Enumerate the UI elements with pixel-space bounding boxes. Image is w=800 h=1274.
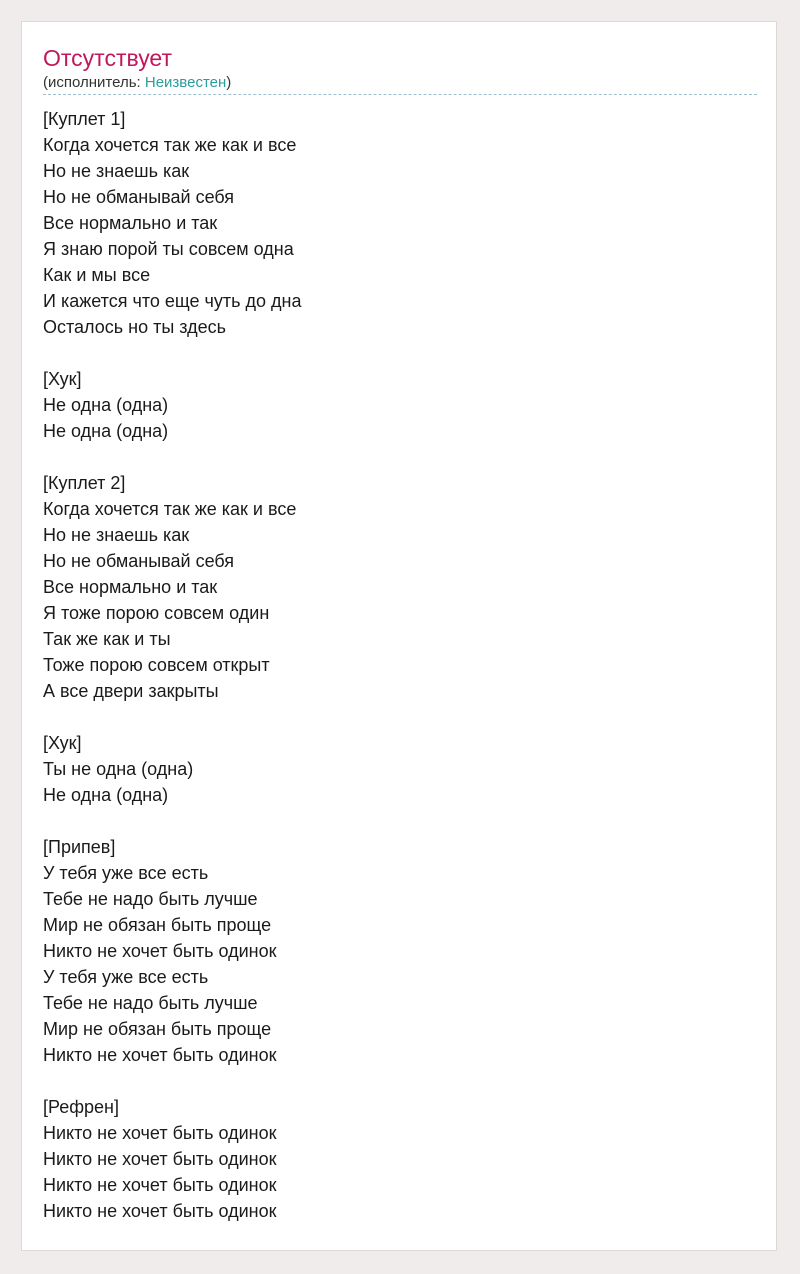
lyrics-blank-line	[43, 340, 757, 366]
lyrics-line: Тебе не надо быть лучше	[43, 993, 258, 1013]
lyrics-line: [Куплет 2]	[43, 473, 126, 493]
lyrics-line: Никто не хочет быть одинок	[43, 1175, 277, 1195]
lyrics-line: Все нормально и так	[43, 213, 218, 233]
lyrics-blank-line	[43, 444, 757, 470]
lyrics-line: Не одна (одна)	[43, 421, 169, 441]
song-title: Отсутствует	[43, 45, 172, 71]
artist-prefix: (исполнитель:	[43, 74, 145, 91]
lyrics-blank-line	[43, 808, 757, 834]
lyrics-line: Никто не хочет быть одинок	[43, 1045, 277, 1065]
lyrics-line: Никто не хочет быть одинок	[43, 1149, 277, 1169]
lyrics-line: [Хук]	[43, 369, 82, 389]
lyrics-line: Когда хочется так же как и все	[43, 135, 297, 155]
artist-link[interactable]: Неизвестен	[144, 74, 227, 91]
artist-line	[43, 73, 231, 93]
lyrics-line: У тебя уже все есть	[43, 967, 209, 987]
lyrics-line: Тоже порою совсем открыт	[43, 655, 270, 675]
lyrics-line: И кажется что еще чуть до дна	[43, 291, 302, 311]
lyrics-line: Никто не хочет быть одинок	[43, 1201, 277, 1221]
lyrics-line: Мир не обязан быть проще	[43, 1019, 272, 1039]
lyrics-line: Осталось но ты здесь	[43, 317, 227, 337]
lyrics-card	[21, 21, 777, 1251]
lyrics-line: [Куплет 1]	[43, 109, 126, 129]
lyrics-line: А все двери закрыты	[43, 681, 219, 701]
lyrics-line: Никто не хочет быть одинок	[43, 941, 277, 961]
lyrics-line: Когда хочется так же как и все	[43, 499, 297, 519]
lyrics-line: Но не обманывай себя	[43, 551, 235, 571]
lyrics-line: Все нормально и так	[43, 577, 218, 597]
lyrics-line: Как и мы все	[43, 265, 151, 285]
lyrics-line: Ты не одна (одна)	[43, 759, 194, 779]
lyrics-line: У тебя уже все есть	[43, 863, 209, 883]
lyrics-line: Тебе не надо быть лучше	[43, 889, 258, 909]
lyrics-line: [Рефрен]	[43, 1097, 119, 1117]
lyrics-line: Так же как и ты	[43, 629, 171, 649]
lyrics-body	[43, 106, 757, 1224]
lyrics-line: [Хук]	[43, 733, 82, 753]
lyrics-line: Но не знаешь как	[43, 161, 190, 181]
lyrics-line: Я знаю порой ты совсем одна	[43, 239, 294, 259]
lyrics-line: Никто не хочет быть одинок	[43, 1123, 277, 1143]
lyrics-blank-line	[43, 1068, 757, 1094]
lyrics-line: [Припев]	[43, 837, 116, 857]
lyrics-line: Но не обманывай себя	[43, 187, 235, 207]
lyrics-line: Не одна (одна)	[43, 395, 169, 415]
lyrics-line: Не одна (одна)	[43, 785, 169, 805]
artist-suffix: )	[226, 74, 232, 91]
lyrics-blank-line	[43, 704, 757, 730]
title-divider	[43, 94, 757, 95]
lyrics-line: Мир не обязан быть проще	[43, 915, 272, 935]
lyrics-line: Я тоже порою совсем один	[43, 603, 270, 623]
lyrics-line: Но не знаешь как	[43, 525, 190, 545]
